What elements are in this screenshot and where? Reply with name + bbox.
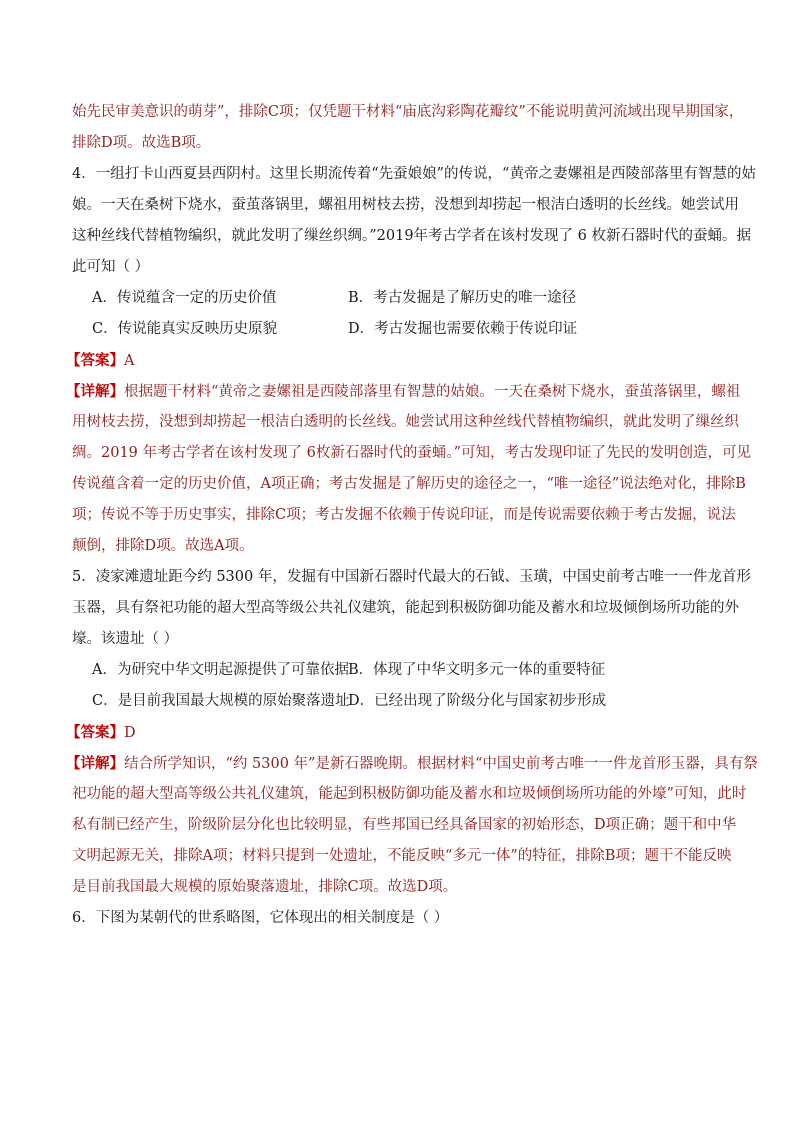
question-6-stem	[72, 903, 724, 934]
text-line: 文明起源无关，排除A项；材料只提到一处遗址，不能反映“多元一体”的特征，排除B项；题干不能反映	[72, 848, 732, 864]
text-line: 5．凌家滩遗址距今约 5300 年，发掘有中国新石器时代最大的石钺、玉璜，中国史前考古唯一一件龙首形	[72, 569, 751, 585]
text-line: 6．下图为某朝代的世系略图，它体现出的相关制度是（ ）	[72, 910, 449, 926]
text-line: 是目前我国最大规模的原始聚落遗址，排除C项。故选D项。	[72, 879, 458, 895]
option-row	[92, 686, 724, 717]
option-row	[92, 283, 724, 314]
text-line: 娘。一天在桑树下烧水，蚕茧落锅里，螺祖用树枝去捞，没想到却捞起一根洁白透明的长丝线。她尝试用	[72, 197, 739, 213]
answer-value: A	[124, 353, 135, 369]
text-line: 项；传说不等于历史事实，排除C项；考古发掘不依赖于传说印证，而是传说需要依赖于考古发掘，说法	[72, 507, 736, 523]
option-d: D．考古发掘也需要依赖于传说印证	[348, 321, 578, 337]
option-row	[92, 655, 724, 686]
question-4-answer	[66, 345, 134, 377]
text-line: 玉器，具有祭祀功能的超大型高等级公共礼仪建筑，能起到积极防御功能及蓄水和垃圾倾倒场所功能的外	[72, 600, 739, 616]
text-line: 祀功能的超大型高等级公共礼仪建筑，能起到积极防御功能及蓄水和垃圾倾倒场所功能的外壕”可知，此时	[72, 786, 747, 802]
text-line: 4．一组打卡山西夏县西阴村。这里长期流传着“先蚕娘娘”的传说，“黄帝之妻嫘祖是西陵部落里有智慧的姑	[72, 166, 756, 182]
question-5-explanation	[66, 748, 758, 903]
text-line: 私有制已经产生，阶级阶层分化也比较明显，有些邦国已经具备国家的初始形态，D项正确；题干和中华	[72, 817, 737, 833]
question-5-answer	[66, 717, 136, 749]
answer-tag: 【答案】	[66, 724, 124, 741]
text-line: 壕。该遗址（ ）	[72, 631, 179, 647]
option-a: A．为研究中华文明起源提供了可靠依据	[92, 662, 349, 678]
detail-tag: 【详解】	[66, 755, 124, 772]
text-line: 绸。2019 年考古学者在该村发现了 6枚新石器时代的蚕蛹。”可知，考古发现印证了先民的发明创造，可见	[72, 445, 752, 461]
text-line: 始先民审美意识的萌芽”，排除C项；仅凭题干材料“庙底沟彩陶花瓣纹”不能说明黄河流域出现早期国家，	[72, 104, 744, 120]
option-b: B．体现了中华文明多元一体的重要特征	[348, 662, 606, 678]
question-5-stem	[72, 562, 751, 655]
question-5-options	[92, 655, 724, 717]
text-line: 颠倒，排除D项。故选A项。	[72, 538, 254, 554]
option-d: D．已经出现了阶级分化与国家初步形成	[348, 693, 607, 709]
answer-value: D	[124, 725, 136, 741]
option-c: C．是目前我国最大规模的原始聚落遗址	[92, 693, 350, 709]
option-b: B．考古发掘是了解历史的唯一途径	[348, 290, 577, 306]
detail-tag: 【详解】	[66, 383, 124, 400]
answer-tag: 【答案】	[66, 352, 124, 369]
text-line: 排除D项。故选B项。	[72, 135, 211, 151]
question-4-options	[92, 283, 724, 345]
text-line: 这种丝线代替植物编织，就此发明了缫丝织绸。”2019年考古学者在该村发现了 6 枚新石器时代的蚕蛹。据	[72, 228, 752, 244]
text-line: 此可知（ ）	[72, 259, 150, 275]
previous-explanation-continuation	[72, 97, 744, 159]
text-line: 传说蕴含着一定的历史价值，A项正确；考古发掘是了解历史的途径之一，“唯一途径”说法绝对化，排除B	[72, 476, 746, 492]
text-line: 【详解】结合所学知识，“约 5300 年”是新石器晚期。根据材料“中国史前考古唯一一件龙首形玉器，具有祭	[66, 755, 758, 772]
option-row	[92, 314, 724, 345]
question-4-explanation	[66, 376, 752, 562]
question-4-stem	[72, 159, 756, 283]
text-line: 用树枝去捞，没想到却捞起一根洁白透明的长丝线。她尝试用这种丝线代替植物编织，就此发明了缫丝织	[72, 414, 739, 430]
text-line: 【详解】根据题干材料“黄帝之妻嫘祖是西陵部落里有智慧的姑娘。一天在桑树下烧水，蚕茧落锅里，螺祖	[66, 383, 741, 400]
option-a: A．传说蕴含一定的历史价值	[92, 290, 277, 306]
option-c: C．传说能真实反映历史原貌	[92, 321, 278, 337]
